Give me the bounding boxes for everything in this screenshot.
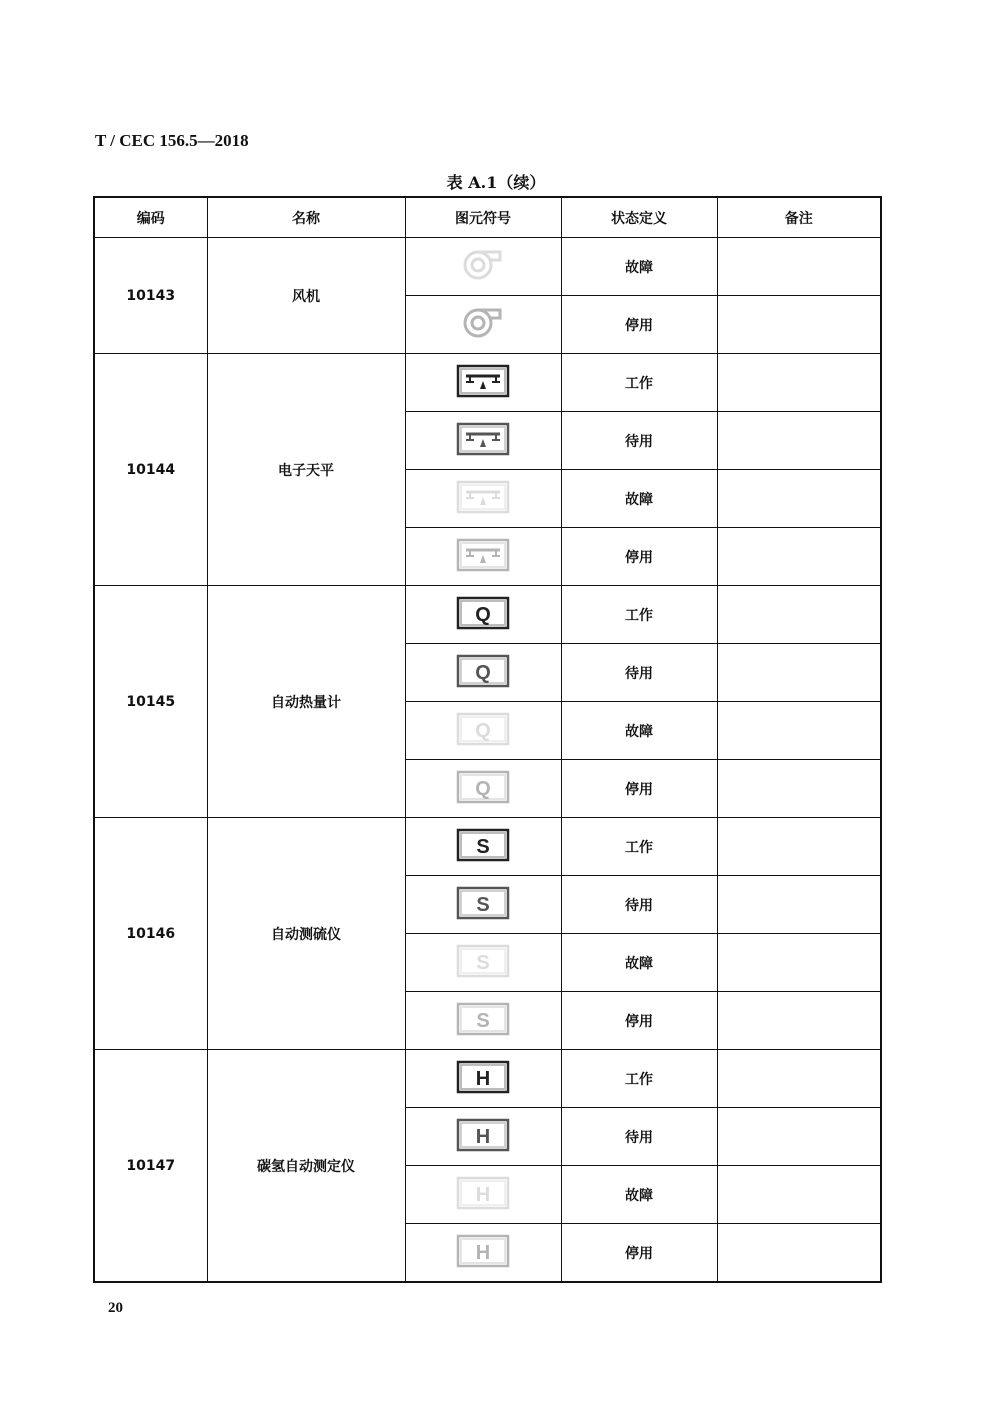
cell-remark (717, 354, 881, 412)
symbol-letter: H (475, 1241, 491, 1264)
cell-remark (717, 412, 881, 470)
symbol-S-icon (456, 1002, 510, 1036)
cell-code: 10146 (94, 818, 207, 1050)
cell-state: 待用 (561, 644, 717, 702)
symbol-H-icon (456, 1234, 510, 1268)
cell-name: 自动热量计 (207, 586, 405, 818)
standard-code: T / CEC 156.5—2018 (95, 131, 249, 150)
column-header-name: 名称 (207, 197, 405, 238)
cell-state: 停用 (561, 528, 717, 586)
fan-icon (460, 248, 506, 282)
table-row (94, 238, 881, 296)
balance-icon (456, 364, 510, 398)
table-row (94, 1050, 881, 1108)
cell-symbol (405, 992, 561, 1050)
cell-remark (717, 1166, 881, 1224)
cell-symbol (405, 1050, 561, 1108)
column-header-state: 状态定义 (561, 197, 717, 238)
table-header-row (94, 197, 881, 238)
cell-state: 待用 (561, 1108, 717, 1166)
cell-symbol (405, 412, 561, 470)
column-header-remark: 备注 (717, 197, 881, 238)
cell-symbol (405, 470, 561, 528)
symbol-letter: H (475, 1183, 491, 1206)
symbol-letter: Q (475, 719, 491, 742)
symbol-letter: Q (475, 603, 491, 626)
cell-state: 工作 (561, 586, 717, 644)
symbol-S-icon (456, 944, 510, 978)
cell-remark (717, 528, 881, 586)
table-row (94, 354, 881, 412)
cell-remark (717, 1108, 881, 1166)
cell-symbol (405, 876, 561, 934)
cell-remark (717, 1224, 881, 1283)
cell-name: 电子天平 (207, 354, 405, 586)
balance-icon (456, 480, 510, 514)
balance-icon (456, 538, 510, 572)
cell-state: 故障 (561, 702, 717, 760)
cell-code: 10145 (94, 586, 207, 818)
cell-symbol (405, 644, 561, 702)
cell-symbol (405, 1166, 561, 1224)
cell-remark (717, 702, 881, 760)
symbol-Q-icon (456, 712, 510, 746)
cell-name: 碳氢自动测定仪 (207, 1050, 405, 1283)
cell-state: 故障 (561, 1166, 717, 1224)
cell-remark (717, 644, 881, 702)
symbol-H-icon (456, 1118, 510, 1152)
cell-name: 自动测硫仪 (207, 818, 405, 1050)
cell-remark (717, 876, 881, 934)
cell-symbol (405, 296, 561, 354)
symbol-letter: H (475, 1067, 491, 1090)
symbol-S-icon (456, 886, 510, 920)
cell-symbol (405, 1224, 561, 1283)
cell-state: 待用 (561, 412, 717, 470)
cell-name: 风机 (207, 238, 405, 354)
column-header-code: 编码 (94, 197, 207, 238)
cell-state: 工作 (561, 818, 717, 876)
table-title: 表 A.1（续） (446, 173, 546, 192)
cell-symbol (405, 934, 561, 992)
cell-state: 停用 (561, 992, 717, 1050)
cell-symbol (405, 528, 561, 586)
page-number: 20 (108, 1300, 123, 1316)
cell-remark (717, 586, 881, 644)
cell-state: 故障 (561, 470, 717, 528)
cell-symbol (405, 238, 561, 296)
cell-symbol (405, 702, 561, 760)
cell-remark (717, 470, 881, 528)
symbol-letter: S (476, 951, 490, 974)
cell-state: 待用 (561, 876, 717, 934)
cell-symbol (405, 354, 561, 412)
cell-symbol (405, 818, 561, 876)
cell-state: 停用 (561, 760, 717, 818)
symbol-letter: S (476, 1009, 490, 1032)
cell-remark (717, 296, 881, 354)
symbol-S-icon (456, 828, 510, 862)
cell-code: 10147 (94, 1050, 207, 1283)
symbol-letter: H (475, 1125, 491, 1148)
cell-remark (717, 1050, 881, 1108)
table-row (94, 586, 881, 644)
cell-remark (717, 934, 881, 992)
symbol-Q-icon (456, 770, 510, 804)
balance-icon (456, 422, 510, 456)
cell-remark (717, 238, 881, 296)
fan-icon (460, 306, 506, 340)
cell-state: 工作 (561, 354, 717, 412)
column-header-symbol: 图元符号 (405, 197, 561, 238)
cell-code: 10144 (94, 354, 207, 586)
cell-symbol (405, 760, 561, 818)
cell-remark (717, 760, 881, 818)
symbol-H-icon (456, 1176, 510, 1210)
cell-code: 10143 (94, 238, 207, 354)
cell-state: 工作 (561, 1050, 717, 1108)
symbol-table (93, 196, 882, 1283)
symbol-Q-icon (456, 654, 510, 688)
cell-remark (717, 992, 881, 1050)
cell-state: 故障 (561, 238, 717, 296)
cell-state: 停用 (561, 296, 717, 354)
cell-remark (717, 818, 881, 876)
cell-state: 故障 (561, 934, 717, 992)
symbol-letter: Q (475, 661, 491, 684)
table-row (94, 818, 881, 876)
symbol-letter: S (476, 835, 490, 858)
cell-state: 停用 (561, 1224, 717, 1283)
symbol-H-icon (456, 1060, 510, 1094)
symbol-letter: S (476, 893, 490, 916)
cell-symbol (405, 586, 561, 644)
symbol-letter: Q (475, 777, 491, 800)
cell-symbol (405, 1108, 561, 1166)
symbol-Q-icon (456, 596, 510, 630)
